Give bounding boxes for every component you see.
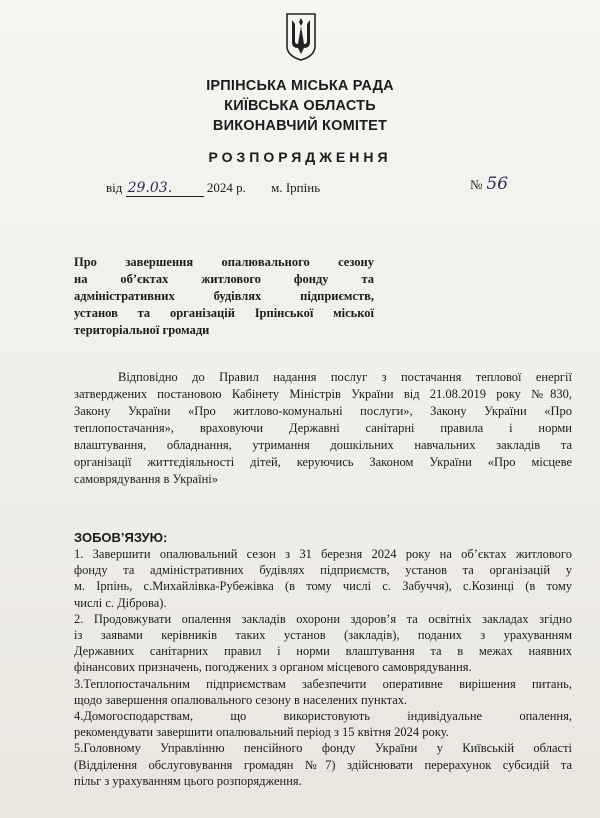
subject-line: установ та організацій Ірпінської міської (74, 306, 374, 320)
item-line: (Відділення обслуговування громадян №7) здійснювати перерахунок субсидій та (74, 757, 572, 772)
city-name: м. Ірпінь (271, 180, 321, 195)
handwritten-date: 29.03. (127, 180, 173, 196)
preamble-line: затверджених постановою Кабінету Міністрів України від 21.08.2019 року №830, (74, 387, 572, 401)
preamble-paragraph (74, 369, 572, 488)
item-line: м. Ірпінь, с.Михайлівка-Рубежівка (в тому числі с. Забуччя), с.Козинці (в тому (74, 579, 572, 594)
preamble-line: Закону України «Про житлово-комунальні послуги», Закону України «Про (74, 404, 572, 418)
item-line: 2. Продовжувати опалення закладів охорони здоров’я та освітніх закладах згідно (74, 611, 572, 626)
preamble-line: організації життєдіяльності дітей, керуючись Законом України «Про місцеве (74, 455, 572, 469)
dateline (106, 180, 320, 197)
item-line: 5.Головному Управлінню пенсійного фонду України у Київській області (74, 741, 572, 756)
committee-name: ВИКОНАВЧИЙ КОМІТЕТ (212, 118, 388, 134)
obligation-item-3 (74, 676, 572, 708)
obligation-item-2 (74, 611, 572, 676)
item-line: числі с. Діброва). (74, 595, 167, 610)
date-prefix: від (106, 180, 123, 195)
item-line: фонду та адміністративних будівлях підприємств, установ та організацій у (74, 563, 572, 578)
preamble-line: Відповідно до Правил надання послуг з постачання теплової енергії (118, 370, 572, 384)
item-line: Державних санітарних правил і норми влаштування та в межах наявних (74, 644, 572, 659)
subject-block (74, 254, 374, 339)
item-line: 4.Домогосподарствам, що використовують індивідуальне опалення, (74, 709, 572, 724)
subject-line: адміністративних будівлях підприємств, (74, 289, 374, 303)
number-label: № (470, 177, 483, 192)
subject-line: на об’єктах житлового фонду та (74, 272, 374, 286)
preamble-line: теплопостачання», враховуючи Державні санітарні правила і норми (74, 421, 572, 435)
date-year: 2024 р. (206, 180, 246, 195)
obligations-list (74, 546, 572, 789)
item-line: 1. Завершити опалювальний сезон з 31 березня 2024 року на об’єктах житлового (74, 547, 572, 561)
item-line: 3.Теплопостачальним підприємствам забезпечити оперативне вирішення питань, (74, 676, 572, 691)
item-line: рекомендувати завершити опалювальний період з 15 квітня 2024 року. (74, 725, 449, 740)
obligation-item-5 (74, 740, 572, 789)
obligation-item-1 (74, 546, 572, 611)
item-line: пільг з урахуванням цього розпорядження. (74, 773, 302, 788)
preamble-line: самоврядування в Україні» (74, 472, 218, 486)
item-line: фінансових призначень, погоджених з органом місцевого самоврядування. (74, 660, 472, 675)
document-number (470, 174, 508, 194)
council-name: ІРПІНСЬКА МІСЬКА РАДА (206, 78, 394, 94)
preamble-line: влаштування, обладнання, утримання дошкільних навчальних закладів та (74, 438, 572, 452)
subject-line: територіальної громади (74, 323, 210, 337)
item-line: із заявами керівників таких установ (закладів), поданих з урахуванням (74, 628, 572, 643)
subject-line: Про завершення опалювального сезону (74, 255, 374, 269)
region-name: КИЇВСЬКА ОБЛАСТЬ (224, 98, 376, 114)
handwritten-number: 56 (486, 174, 509, 194)
item-line: щодо завершення опалювального сезону в населених пунктах. (74, 692, 408, 707)
trident-coat-of-arms-icon (284, 12, 318, 62)
document-type-title: РОЗПОРЯДЖЕННЯ (208, 149, 392, 165)
obligation-item-4 (74, 708, 572, 740)
obligate-heading: ЗОБОВ’ЯЗУЮ: (74, 530, 168, 545)
